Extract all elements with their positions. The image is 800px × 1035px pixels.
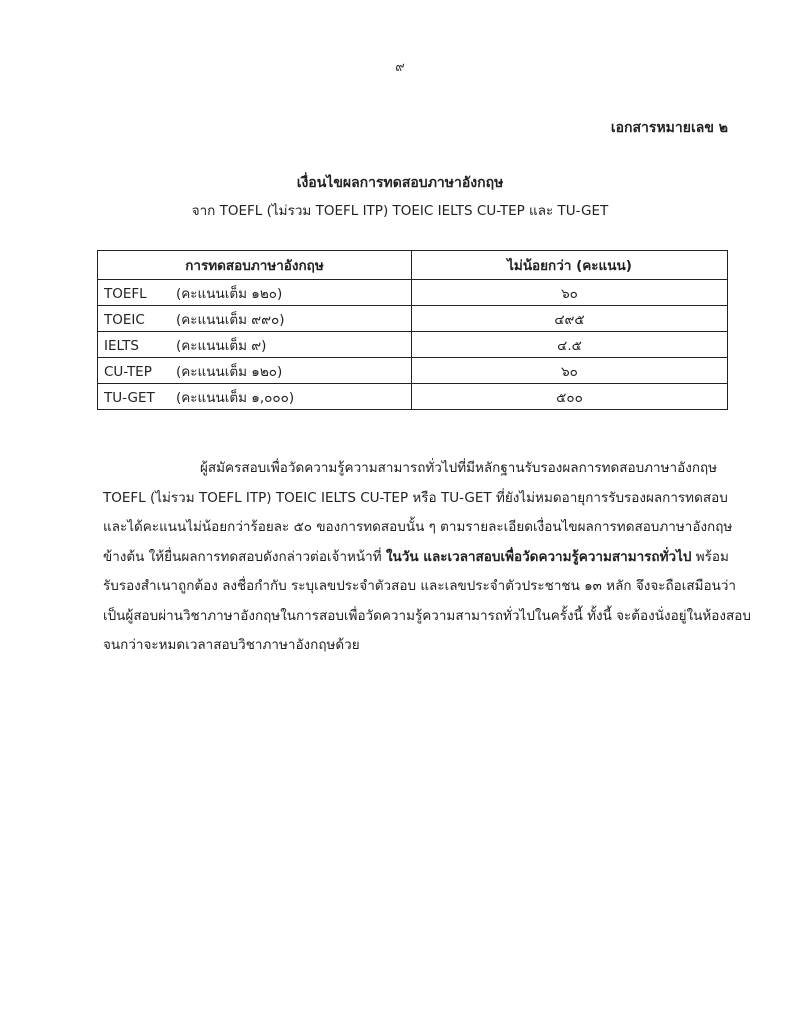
min-score: ๖๐ xyxy=(412,358,728,384)
test-cell xyxy=(98,306,412,332)
body-paragraph xyxy=(103,454,751,661)
full-score: (คะแนนเต็ม ๑๒๐) xyxy=(176,363,283,380)
document-subtitle: จาก TOEFL (ไม่รวม TOEFL ITP) TOEIC IELTS CU-TEP และ TU-GET xyxy=(191,203,609,219)
page-number: ๙ xyxy=(395,60,405,75)
table-row xyxy=(98,358,728,384)
full-score: (คะแนนเต็ม ๑,๐๐๐) xyxy=(176,389,295,406)
min-score: ๔๙๕ xyxy=(412,306,728,332)
paragraph-line-text: ข้างต้น ให้ยื่นผลการทดสอบดังกล่าวต่อเจ้าหน้าที่ xyxy=(103,548,382,565)
full-score: (คะแนนเต็ม ๙๙๐) xyxy=(176,311,285,328)
full-score: (คะแนนเต็ม ๑๒๐) xyxy=(176,285,283,302)
english-test-requirements-table xyxy=(97,250,728,410)
column-header-min-score: ไม่น้อยกว่า (คะแนน) xyxy=(412,251,728,280)
paragraph-line: เป็นผู้สอบผ่านวิชาภาษาอังกฤษในการสอบเพื่อวัดความรู้ความสามารถทั่วไปในครั้งนี้ ทั้งนี้ จะต้องนั่งอยู่ในห้องสอบ xyxy=(103,607,751,624)
table-header-row xyxy=(98,251,728,280)
test-cell xyxy=(98,384,412,410)
table-row xyxy=(98,384,728,410)
paragraph-line xyxy=(103,543,729,573)
test-cell xyxy=(98,358,412,384)
document-reference: เอกสารหมายเลข ๒ xyxy=(610,120,728,136)
document-title: เงื่อนไขผลการทดสอบภาษาอังกฤษ xyxy=(296,175,504,191)
table-row xyxy=(98,332,728,358)
paragraph-line: และได้คะแนนไม่น้อยกว่าร้อยละ ๕๐ ของการทดสอบนั้น ๆ ตามรายละเอียดเงื่อนไขผลการทดสอบภาษาอังกฤษ xyxy=(103,519,733,535)
test-name: TU-GET xyxy=(104,389,155,406)
paragraph-line: TOEFL (ไม่รวม TOEFL ITP) TOEIC IELTS CU-TEP หรือ TU-GET ที่ยังไม่หมดอายุการรับรองผลการทดสอบ xyxy=(103,489,728,506)
column-header-test: การทดสอบภาษาอังกฤษ xyxy=(98,251,412,280)
test-cell xyxy=(98,280,412,306)
min-score: ๕๐๐ xyxy=(412,384,728,410)
table-row xyxy=(98,306,728,332)
paragraph-line: ผู้สมัครสอบเพื่อวัดความรู้ความสามารถทั่วไปที่มีหลักฐานรับรองผลการทดสอบภาษาอังกฤษ xyxy=(200,460,718,476)
min-score: ๔.๕ xyxy=(412,332,728,358)
test-name: TOEFL xyxy=(104,285,147,302)
test-name: IELTS xyxy=(104,337,139,354)
paragraph-line: รับรองสำเนาถูกต้อง ลงชื่อกำกับ ระบุเลขประจำตัวสอบ และเลขประจำตัวประชาชน ๑๓ หลัก จึงจะถือเสมือนว่า xyxy=(103,578,737,594)
min-score: ๖๐ xyxy=(412,280,728,306)
full-score: (คะแนนเต็ม ๙) xyxy=(176,337,267,354)
test-cell xyxy=(98,332,412,358)
test-name: CU-TEP xyxy=(104,363,152,380)
paragraph-line-tail: พร้อม xyxy=(695,548,729,565)
paragraph-line: จนกว่าจะหมดเวลาสอบวิชาภาษาอังกฤษด้วย xyxy=(103,637,360,653)
test-name: TOEIC xyxy=(104,311,145,328)
table-row xyxy=(98,280,728,306)
exam-date-emphasis: ในวัน และเวลาสอบเพื่อวัดความรู้ความสามารถทั่วไป xyxy=(385,548,692,565)
